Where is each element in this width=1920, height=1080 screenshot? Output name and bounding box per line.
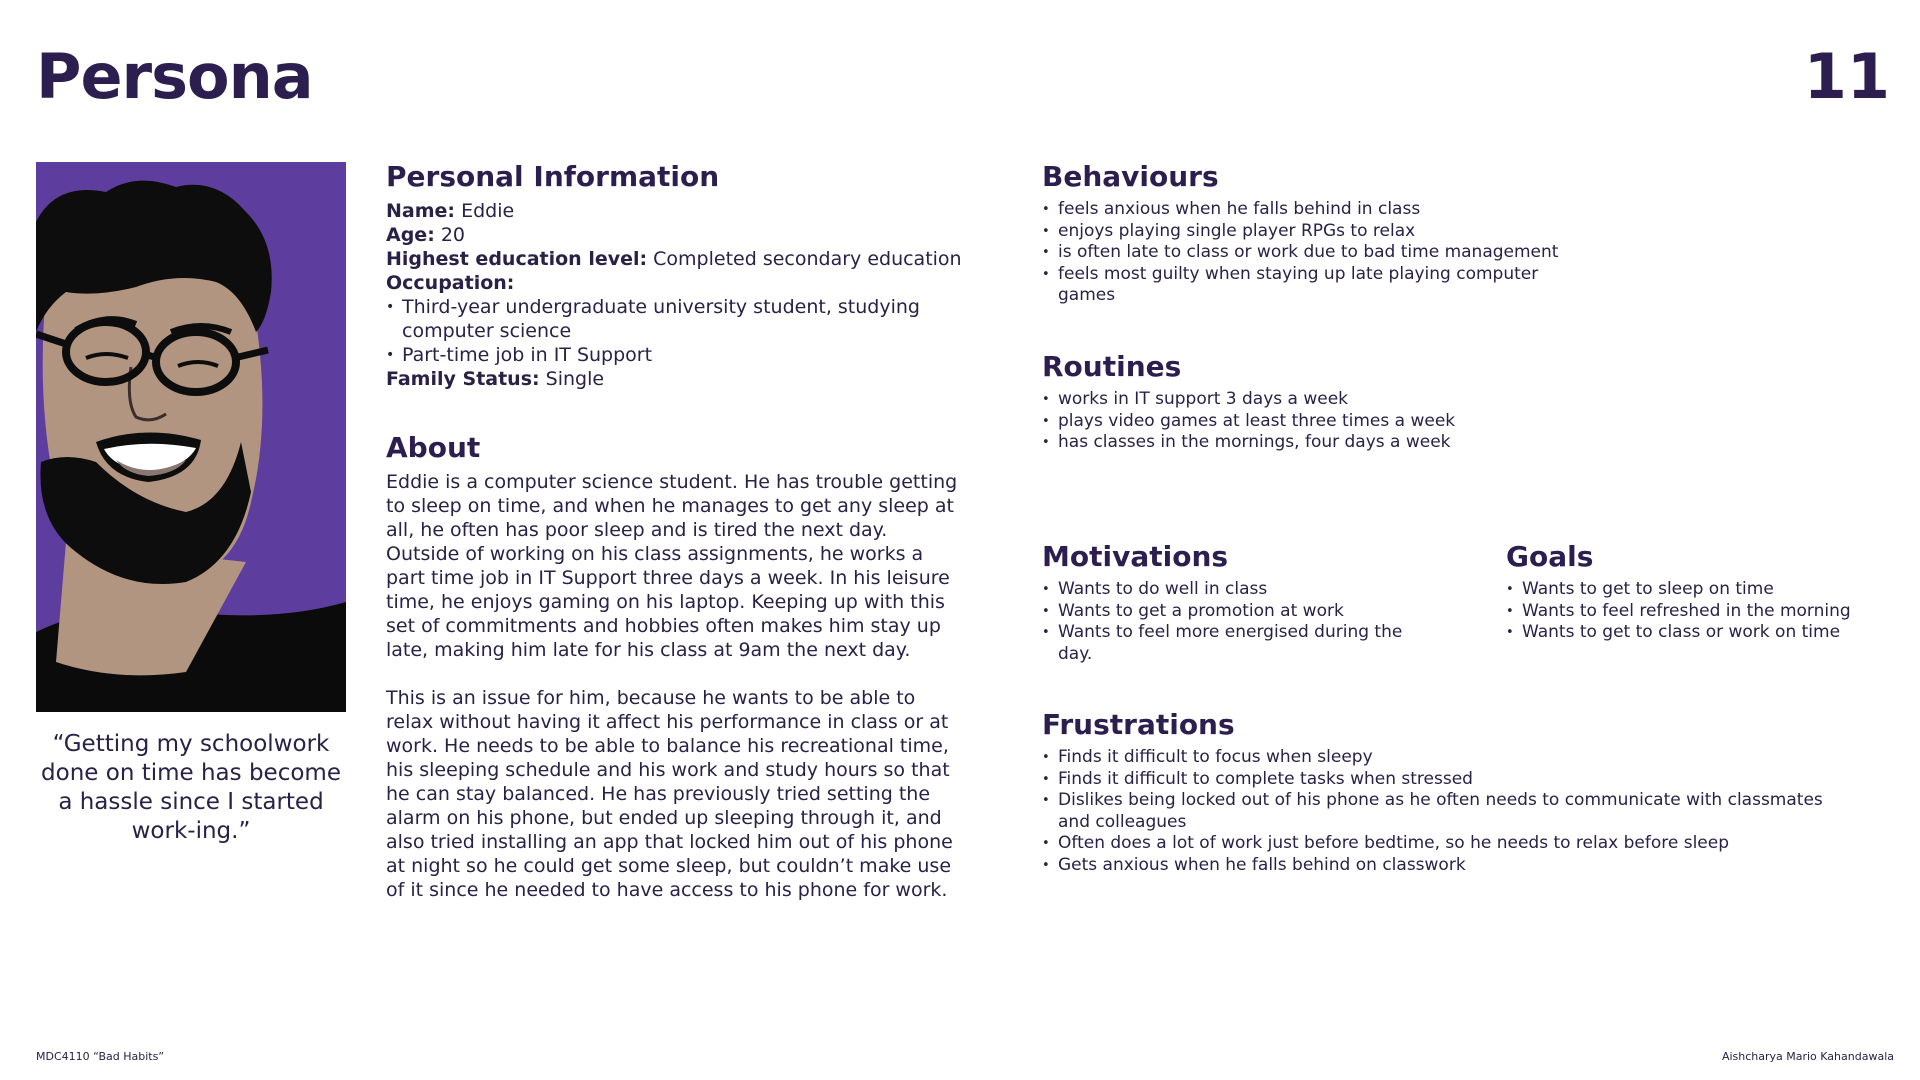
family-line	[386, 367, 966, 391]
list-item: • enjoys playing single player RPGs to relax	[1042, 221, 1562, 243]
list-item: • plays video games at least three times a week	[1042, 411, 1562, 433]
list-item: • feels anxious when he falls behind in class	[1042, 199, 1562, 221]
page-number: 11	[1803, 40, 1890, 113]
frustrations-list	[1042, 747, 1842, 876]
routines-section	[1042, 350, 1562, 454]
name-line	[386, 199, 966, 223]
list-item: • Wants to get to sleep on time	[1506, 579, 1896, 601]
list-item: • is often late to class or work due to bad time management	[1042, 242, 1562, 264]
list-item: • Finds it difficult to focus when sleepy	[1042, 747, 1842, 769]
motivations-section	[1042, 540, 1412, 665]
about-paragraph-1: Eddie is a computer science student. He has trouble getting to sleep on time, and when he manages to get any sleep at all, he often has poor sleep and is tired the next day. Outside of working on his class assignments, he works a part time job in IT Support three days a week. In his leisure time, he enjoys gaming on his laptop. Keeping up with this set of commitments and hobbies often makes him stay up late, making him late for his class at 9am the next day.	[386, 471, 958, 661]
list-item: • Wants to do well in class	[1042, 579, 1412, 601]
behaviours-heading: Behaviours	[1042, 160, 1219, 193]
list-item: • Wants to get to class or work on time	[1506, 622, 1896, 644]
family-value: Single	[545, 368, 605, 390]
occupation-line	[386, 271, 966, 295]
persona-quote: “Getting my schoolwork done on time has become a hassle since I started work-ing.”	[41, 731, 341, 844]
list-item: • feels most guilty when staying up late playing computer games	[1042, 264, 1558, 307]
goals-section	[1506, 540, 1896, 644]
name-value: Eddie	[461, 200, 515, 222]
frustrations-heading: Frustrations	[1042, 708, 1235, 741]
education-value: Completed secondary education	[653, 248, 962, 270]
motivations-heading: Motivations	[1042, 540, 1229, 573]
routines-list	[1042, 389, 1562, 454]
motivations-list	[1042, 579, 1412, 665]
personal-info-section	[386, 160, 966, 926]
list-item: • Finds it difficult to complete tasks when stressed	[1042, 769, 1842, 791]
goals-list	[1506, 579, 1896, 644]
list-item: • works in IT support 3 days a week	[1042, 389, 1562, 411]
footer-course: MDC4110 “Bad Habits”	[36, 1050, 165, 1063]
name-label: Name:	[386, 200, 456, 222]
behaviours-list	[1042, 199, 1562, 307]
page-title: Persona	[36, 40, 313, 113]
list-item: • Dislikes being locked out of his phone as he often needs to communicate with classmates and colleagues	[1042, 790, 1842, 833]
about-heading: About	[386, 431, 481, 464]
behaviours-section	[1042, 160, 1562, 307]
family-label: Family Status:	[386, 368, 540, 390]
personal-info-heading: Personal Information	[386, 160, 720, 193]
occupation-label: Occupation:	[386, 272, 515, 294]
frustrations-section	[1042, 708, 1842, 876]
footer-author: Aishcharya Mario Kahandawala	[1721, 1050, 1894, 1063]
about-paragraph-2: This is an issue for him, because he wants to be able to relax without having it affect his performance in class or at work. He needs to be able to balance his recreational time, his sleeping schedule and his work and study hours so that he can stay balanced. He has previously tried setting the alarm on his phone, but ended up sleeping through it, and also tried installing an app that locked him out of his phone at night so he could get some sleep, but couldn’t make use of it since he needed to have access to his phone for work.	[386, 687, 953, 901]
age-line	[386, 223, 966, 247]
list-item: • Gets anxious when he falls behind on classwork	[1042, 855, 1842, 877]
education-line	[386, 247, 966, 271]
education-label: Highest education level:	[386, 248, 648, 270]
list-item: • Third-year undergraduate university student, studying computer science	[386, 295, 966, 343]
list-item: • Wants to feel more energised during the day.	[1042, 622, 1412, 665]
list-item: • Wants to get a promotion at work	[1042, 601, 1412, 623]
list-item: • Part-time job in IT Support	[386, 343, 966, 367]
persona-illustration-icon	[36, 162, 346, 712]
routines-heading: Routines	[1042, 350, 1182, 383]
goals-heading: Goals	[1506, 540, 1594, 573]
occupation-list	[386, 295, 966, 367]
list-item: • has classes in the mornings, four days a week	[1042, 432, 1562, 454]
age-label: Age:	[386, 224, 435, 246]
age-value: 20	[440, 224, 466, 246]
list-item: • Wants to feel refreshed in the morning	[1506, 601, 1896, 623]
list-item: • Often does a lot of work just before bedtime, so he needs to relax before sleep	[1042, 833, 1842, 855]
